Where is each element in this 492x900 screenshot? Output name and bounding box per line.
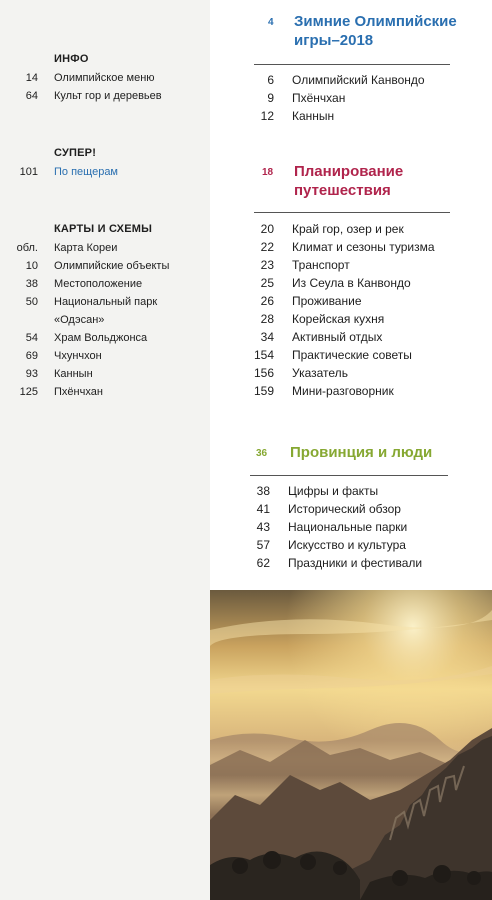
maps-heading: КАРТЫ И СХЕМЫ [54, 223, 153, 235]
list-item [240, 91, 480, 109]
list-item [0, 260, 210, 278]
page-number: 54 [25, 332, 38, 344]
list-item [240, 73, 480, 91]
item-label: Местоположение [54, 278, 143, 290]
list-item [240, 312, 480, 330]
page-number: 25 [260, 276, 274, 290]
item-label: Каннын [292, 109, 335, 123]
list-item [0, 368, 210, 386]
item-label: Культ гор и деревьев [54, 90, 162, 102]
item-label: Активный отдых [292, 330, 383, 344]
list-item [240, 294, 480, 312]
list-item [0, 350, 210, 368]
page-number: 12 [260, 109, 274, 123]
list-item [240, 348, 480, 366]
list-item [0, 386, 210, 404]
list-item [0, 90, 210, 108]
list-item [240, 276, 480, 294]
item-label: Исторический обзор [288, 502, 401, 516]
section-title-line2: путешествия [294, 182, 391, 199]
list-item [0, 332, 210, 350]
list-item [240, 502, 480, 520]
page-number: 20 [260, 222, 274, 236]
item-label: Климат и сезоны туризма [292, 240, 435, 254]
list-item [240, 520, 480, 538]
item-label: Пхёнчхан [292, 91, 346, 105]
page-number: 28 [260, 312, 274, 326]
item-label: Храм Вольджонса [54, 332, 148, 344]
page-number: 125 [19, 386, 38, 398]
divider [254, 212, 450, 213]
item-label: Национальные парки [288, 520, 408, 534]
section-page-number: 36 [256, 448, 268, 459]
section-title-line1: Зимние Олимпийские [294, 13, 457, 30]
item-label: По пещерам [54, 166, 118, 178]
page-number: 154 [253, 348, 274, 362]
list-item [240, 366, 480, 384]
item-label: «Одэсан» [54, 314, 105, 326]
item-label: Олимпийский Канвондо [292, 73, 425, 87]
page-number: обл. [16, 242, 38, 254]
item-label: Мини-разговорник [292, 384, 394, 398]
page-number: 38 [25, 278, 38, 290]
list-item [0, 242, 210, 260]
page-number: 159 [253, 384, 274, 398]
section-title-line2: игры–2018 [294, 32, 374, 49]
item-label: Из Сеула в Канвондо [292, 276, 411, 290]
page-number: 22 [260, 240, 274, 254]
list-item [240, 258, 480, 276]
mountain-sunset-photo [210, 590, 492, 900]
info-heading: ИНФО [54, 53, 89, 65]
page-number: 64 [25, 90, 38, 102]
divider [250, 475, 448, 476]
left-column [0, 0, 210, 900]
page-number: 10 [25, 260, 38, 272]
list-item [240, 484, 480, 502]
page-number: 156 [253, 366, 274, 380]
item-label: Праздники и фестивали [288, 556, 423, 570]
page-number: 26 [260, 294, 274, 308]
page-number: 38 [256, 484, 270, 498]
page-number: 93 [25, 368, 38, 380]
item-label: Корейская кухня [292, 312, 385, 326]
page-number: 43 [256, 520, 270, 534]
list-item [0, 278, 210, 296]
section-title-line1: Планирование [294, 163, 404, 180]
super-heading: СУПЕР! [54, 147, 97, 159]
section-page-number: 18 [262, 167, 274, 178]
item-label: Национальный парк [54, 296, 158, 308]
list-item [240, 556, 480, 574]
page-number: 6 [267, 73, 274, 87]
list-item [240, 240, 480, 258]
section-page-number: 4 [268, 17, 274, 28]
item-label: Пхёнчхан [54, 386, 103, 398]
item-label: Олимпийское меню [54, 72, 155, 84]
list-item [0, 296, 210, 314]
page-number: 50 [25, 296, 38, 308]
list-item [240, 222, 480, 240]
list-item [240, 384, 480, 402]
mountain-illustration [210, 590, 492, 900]
list-item [0, 72, 210, 90]
item-label: Карта Кореи [54, 242, 118, 254]
page-number: 62 [256, 556, 270, 570]
item-label: Цифры и факты [288, 484, 379, 498]
page-number: 23 [260, 258, 274, 272]
list-item [240, 109, 480, 127]
item-label: Чхунчхон [54, 350, 102, 362]
item-label: Искусство и культура [288, 538, 406, 552]
section-title-line1: Провинция и люди [290, 444, 433, 461]
page-number: 69 [25, 350, 38, 362]
list-item [240, 330, 480, 348]
list-item [240, 538, 480, 556]
item-label: Каннын [54, 368, 93, 380]
item-label: Край гор, озер и рек [292, 222, 404, 236]
page-number: 57 [256, 538, 270, 552]
page-number: 14 [25, 72, 38, 84]
list-item [0, 314, 210, 332]
item-label: Практические советы [292, 348, 412, 362]
divider [254, 64, 450, 65]
item-label: Проживание [292, 294, 362, 308]
item-label: Транспорт [292, 258, 350, 272]
page-number: 34 [260, 330, 274, 344]
page-number: 41 [256, 502, 270, 516]
page-number: 101 [19, 166, 38, 178]
page-number: 9 [267, 91, 274, 105]
item-label: Олимпийские объекты [54, 260, 170, 272]
list-item [0, 166, 210, 184]
item-label: Указатель [292, 366, 348, 380]
